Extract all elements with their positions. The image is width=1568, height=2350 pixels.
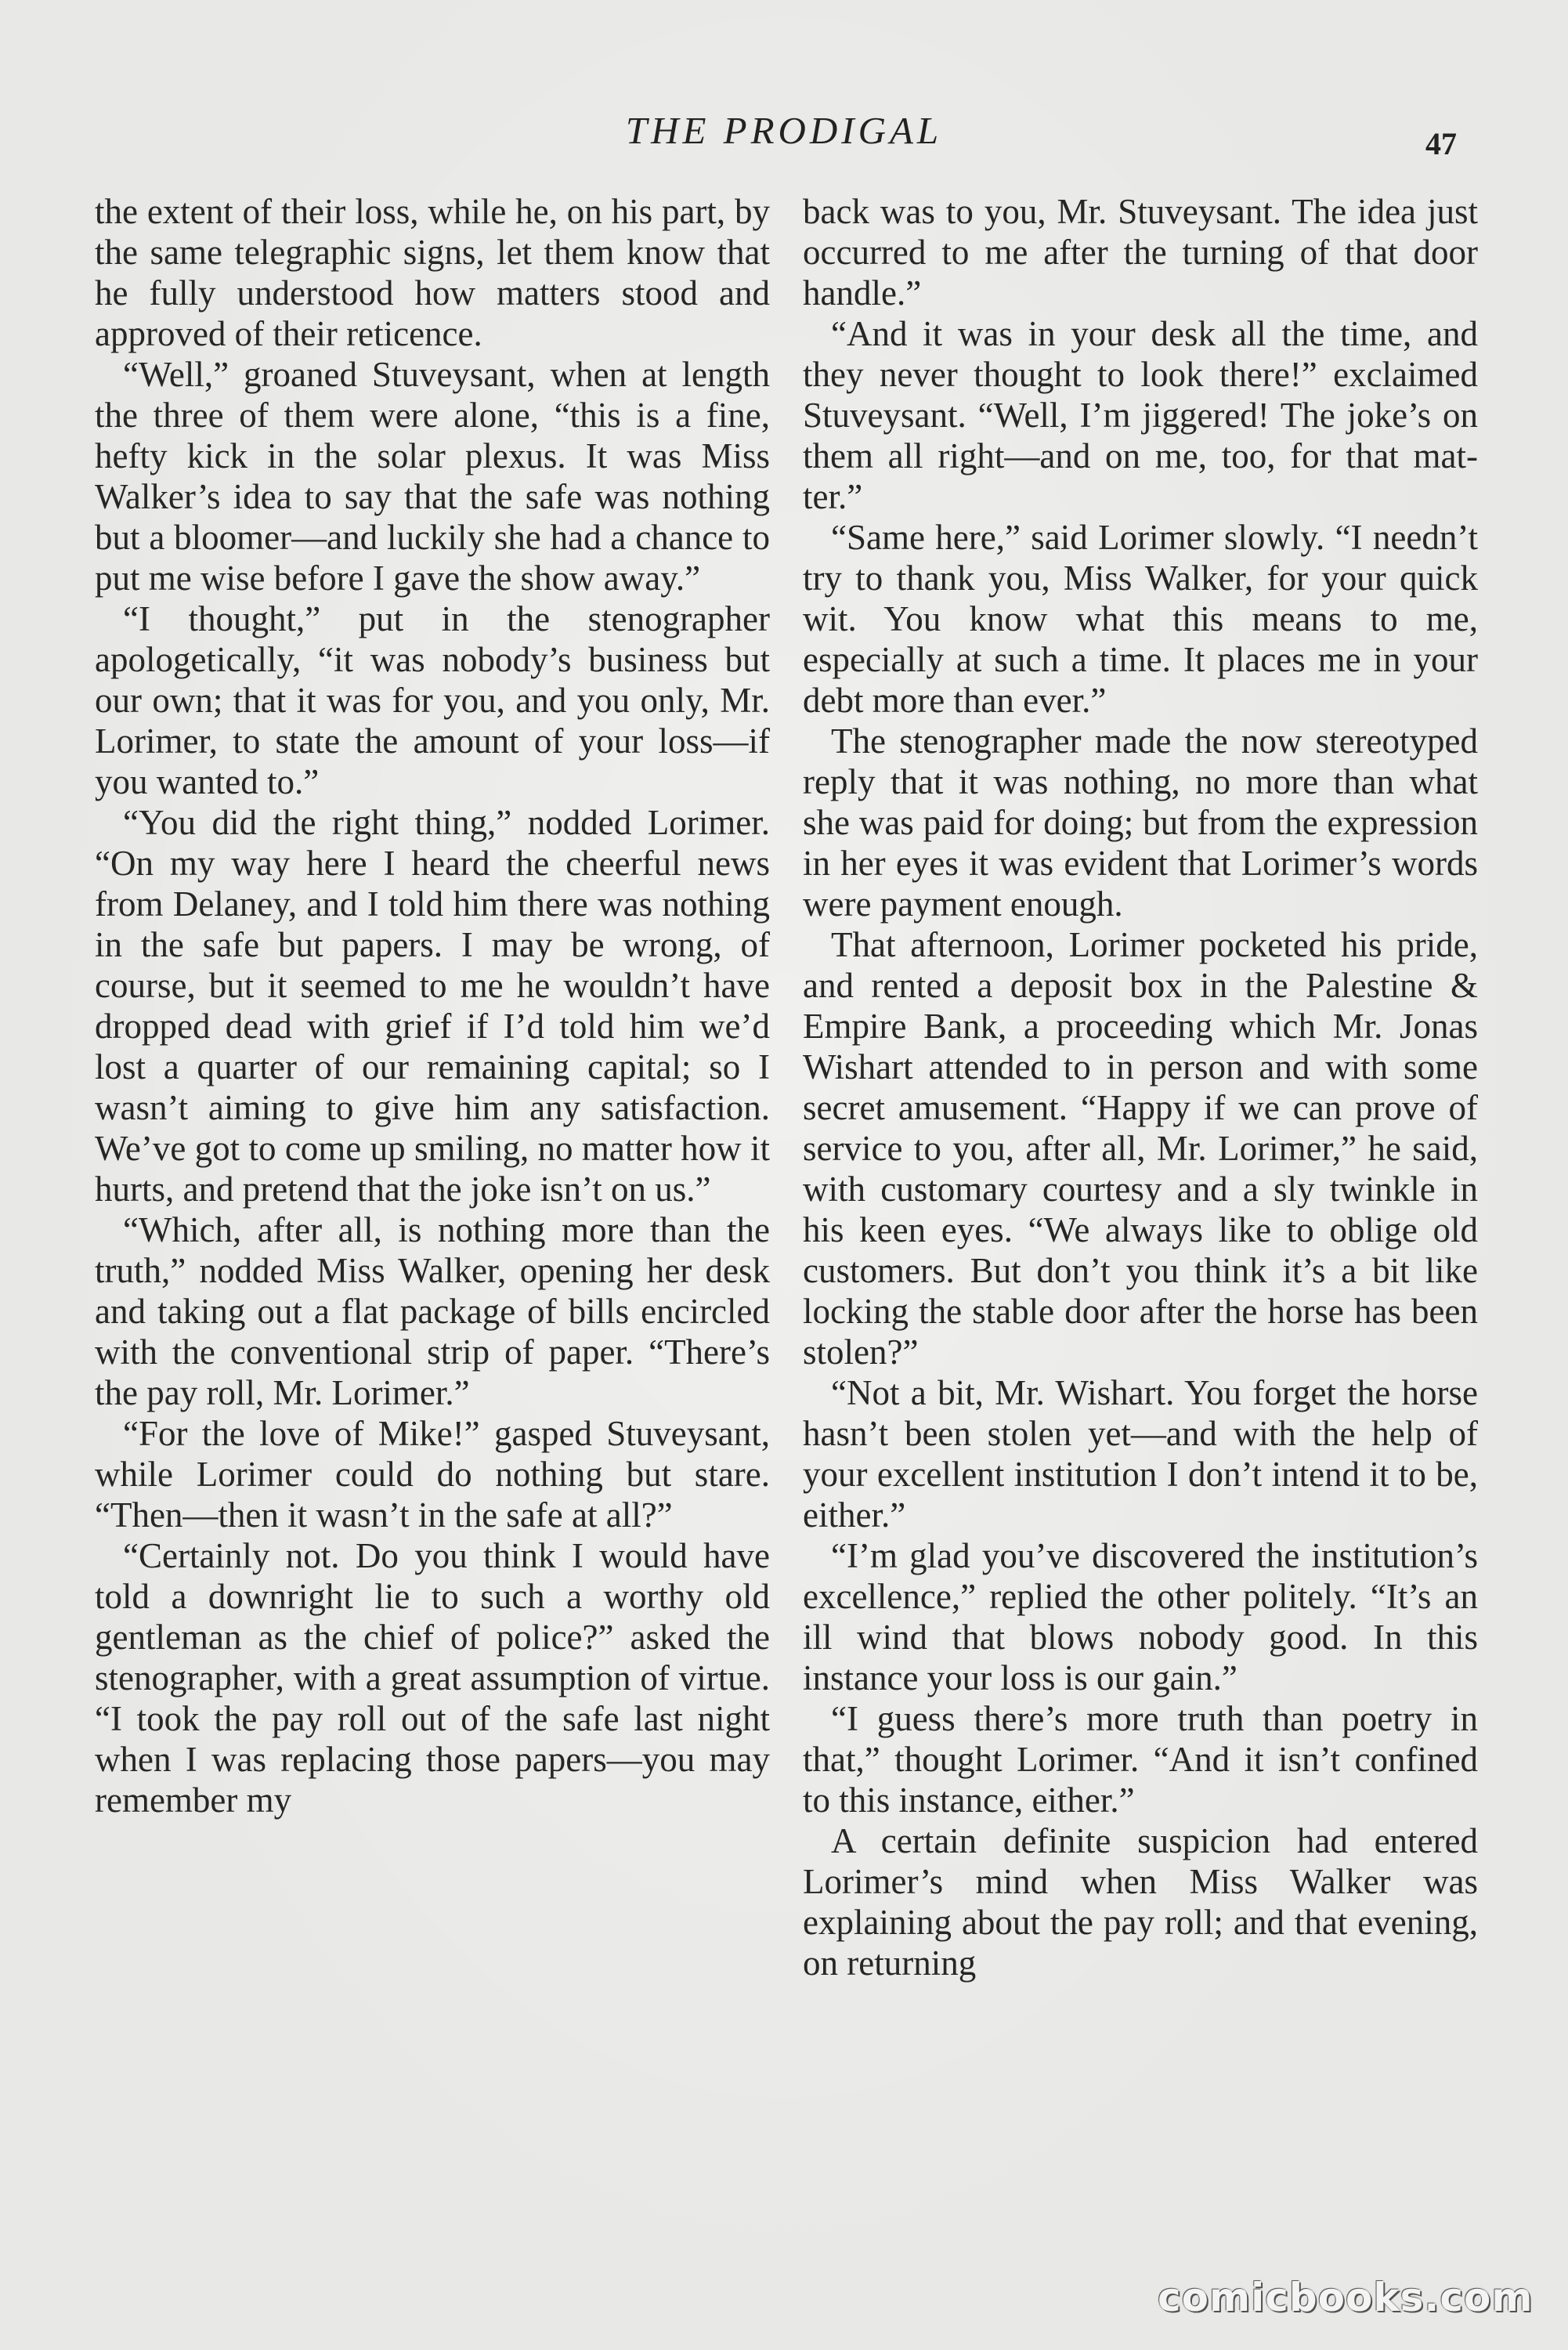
paragraph: A certain definite suspicion had entered Lorimer’s mind when Miss Walker was explaining about the pay roll; and that evening, on returning [803,1821,1478,1983]
running-title: THE PRODIGAL [625,109,943,152]
paragraph: “I guess there’s more truth than poetry in that,” thought Lorimer. “And it isn’t confined to this instance, either.” [803,1699,1478,1820]
paragraph: “Which, after all, is nothing more than the truth,” nodded Miss Walker, opening her desk and taking out a flat package of bills encircled with the conventional strip of paper. “There’s the pay roll, Mr. Lorimer.” [95,1210,770,1412]
page-number: 47 [1425,126,1457,161]
paragraph: “Well,” groaned Stuveysant, when at length the three of them were alone, “this is a fine, hefty kick in the solar plexus. It was Miss Walker’s idea to say that the safe was nothing but a bloomer—and luckily she had a chance to put me wise before I gave the show away.” [95,355,770,598]
paragraph: The stenographer made the now stereotyped reply that it was nothing, no more than what she was paid for doing; but from the expression in her eyes it was evident that Lorimer’s words were payment enough. [803,721,1478,924]
right-text-column [803,191,1478,1983]
left-text-column [95,191,770,1820]
paragraph: “Same here,” said Lorimer slowly. “I needn’t try to thank you, Miss Walker, for your quick wit. You know what this means to me, especially at such a time. It places me in your debt more than ever.” [803,518,1478,720]
paragraph: “I’m glad you’ve discovered the institution’s excellence,” replied the other politely. “It’s an ill wind that blows nobody good. In this instance your loss is our gain.” [803,1536,1478,1697]
paragraph: “Not a bit, Mr. Wishart. You forget the horse hasn’t been stolen yet—and with the help of your excellent institution I don’t intend it to be, either.” [803,1373,1478,1535]
watermark-logo: comicbooks.com [1158,2275,1534,2320]
paragraph: back was to you, Mr. Stuveysant. The idea just occurred to me after the turning of that door handle.” [803,192,1478,313]
paragraph: “And it was in your desk all the time, and they never thought to look there!” exclaimed Stuveysant. “Well, I’m jiggered! The joke’s on them all right—and on me, too, for that matter.” [803,314,1478,516]
paragraph: “For the love of Mike!” gasped Stuveysant, while Lorimer could do nothing but stare. “Then—then it wasn’t in the safe at all?” [95,1414,770,1535]
paragraph: That afternoon, Lorimer pocketed his pride, and rented a deposit box in the Palestine & Empire Bank, a proceeding which Mr. Jonas Wishart attended to in person and with some secret amusement. “Happy if we can prove of service to you, after all, Mr. Lorimer,” he said, with customary courtesy and a sly twinkle in his keen eyes. “We always like to oblige old customers. But don’t you think it’s a bit like locking the stable door after the horse has been stolen?” [803,925,1478,1372]
paragraph: “I thought,” put in the stenographer apologetically, “it was nobody’s business but our own; that it was for you, and you only, Mr. Lorimer, to state the amount of your loss—if you wanted to.” [95,599,770,801]
paragraph: the extent of their loss, while he, on his part, by the same telegraphic signs, let them know that he fully understood how matters stood and approved of their reticence. [95,192,770,353]
paragraph: “You did the right thing,” nodded Lorimer. “On my way here I heard the cheerful news from Delaney, and I told him there was nothing in the safe but papers. I may be wrong, of course, but it seemed to me he wouldn’t have dropped dead with grief if I’d told him we’d lost a quarter of our remaining capital; so I wasn’t aiming to give him any satisfaction. We’ve got to come up smiling, no matter how it hurts, and pretend that the joke isn’t on us.” [95,803,770,1209]
paragraph: “Certainly not. Do you think I would have told a downright lie to such a worthy old gentleman as the chief of police?” asked the stenographer, with a great assumption of virtue. “I took the pay roll out of the safe last night when I was replacing those papers—you may remember my [95,1536,770,1820]
